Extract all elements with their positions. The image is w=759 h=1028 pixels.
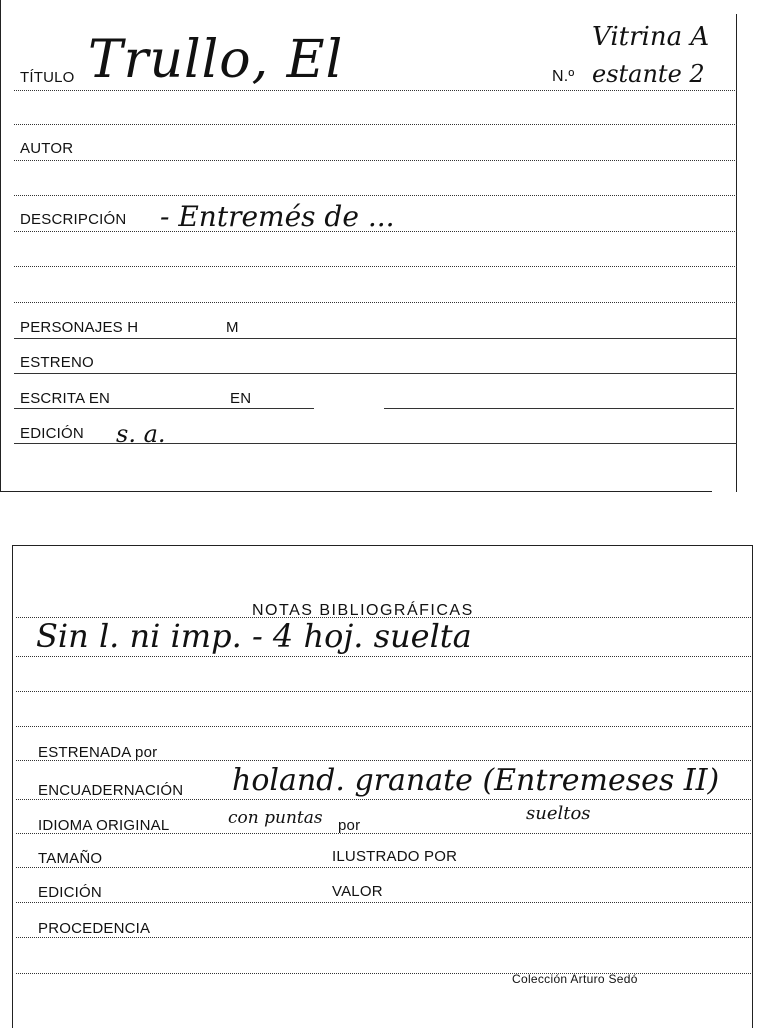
rule-line (16, 902, 751, 903)
label-edicion: EDICIÓN (20, 425, 84, 442)
label-personajes-m: M (226, 319, 239, 336)
rule-line (16, 799, 751, 800)
label-descripcion: DESCRIPCIÓN (20, 211, 127, 228)
handwritten-notas: Sin l. ni imp. - 4 hoj. suelta (36, 617, 472, 655)
label-autor: AUTOR (20, 140, 74, 157)
handwritten-idioma-2: sueltos (526, 803, 591, 824)
handwritten-descripcion: - Entremés de ... (160, 200, 395, 233)
label-procedencia: PROCEDENCIA (38, 920, 151, 937)
rule-line (16, 691, 751, 692)
label-por: por (338, 817, 361, 834)
card-left-edge (12, 545, 13, 1028)
card-right-edge (736, 14, 737, 492)
label-encuadernacion: ENCUADERNACIÓN (38, 782, 184, 799)
rule-line (16, 937, 751, 938)
card-top-edge (12, 545, 753, 546)
handwritten-encuadernacion: holand. granate (Entremeses II) (232, 763, 720, 798)
rule-line (14, 338, 737, 339)
rule-line (14, 408, 314, 409)
card-left-edge (0, 0, 1, 492)
handwritten-idioma-1: con puntas (228, 808, 323, 828)
handwritten-vitrina: Vitrina A (592, 22, 710, 52)
rule-line (16, 726, 751, 727)
catalog-card-top (0, 0, 759, 492)
label-numero: N.º (552, 68, 575, 85)
card-right-edge (752, 545, 753, 1028)
card-bottom-edge (0, 491, 712, 492)
collection-footer: Colección Arturo Sedó (512, 972, 638, 986)
label-titulo: TÍTULO (20, 69, 75, 86)
label-escrita-en: ESCRITA EN (20, 390, 111, 407)
label-estreno: ESTRENO (20, 354, 94, 371)
label-edicion: EDICIÓN (38, 884, 102, 901)
rule-line (14, 124, 737, 125)
rule-line (14, 195, 737, 196)
rule-line (16, 656, 751, 657)
catalog-card-bottom (0, 545, 759, 1028)
handwritten-titulo: Trullo, El (88, 30, 344, 90)
rule-line (14, 373, 737, 374)
label-tamano: TAMAÑO (38, 850, 103, 867)
rule-line (14, 90, 737, 91)
handwritten-estante: estante 2 (592, 60, 705, 88)
rule-line (16, 867, 751, 868)
rule-line (14, 302, 737, 303)
handwritten-edicion: s. a. (116, 420, 166, 448)
notas-heading: NOTAS BIBLIOGRÁFICAS (252, 602, 474, 619)
rule-line (14, 266, 737, 267)
rule-line (384, 408, 734, 409)
label-estrenada-por: ESTRENADA por (38, 744, 158, 761)
label-valor: VALOR (332, 883, 383, 900)
label-escrita-en-2: EN (230, 390, 252, 407)
label-ilustrado-por: ILUSTRADO POR (332, 848, 458, 865)
rule-line (14, 160, 737, 161)
rule-line (16, 973, 751, 974)
label-personajes-h: PERSONAJES H (20, 319, 139, 336)
label-idioma-original: IDIOMA ORIGINAL (38, 817, 170, 834)
